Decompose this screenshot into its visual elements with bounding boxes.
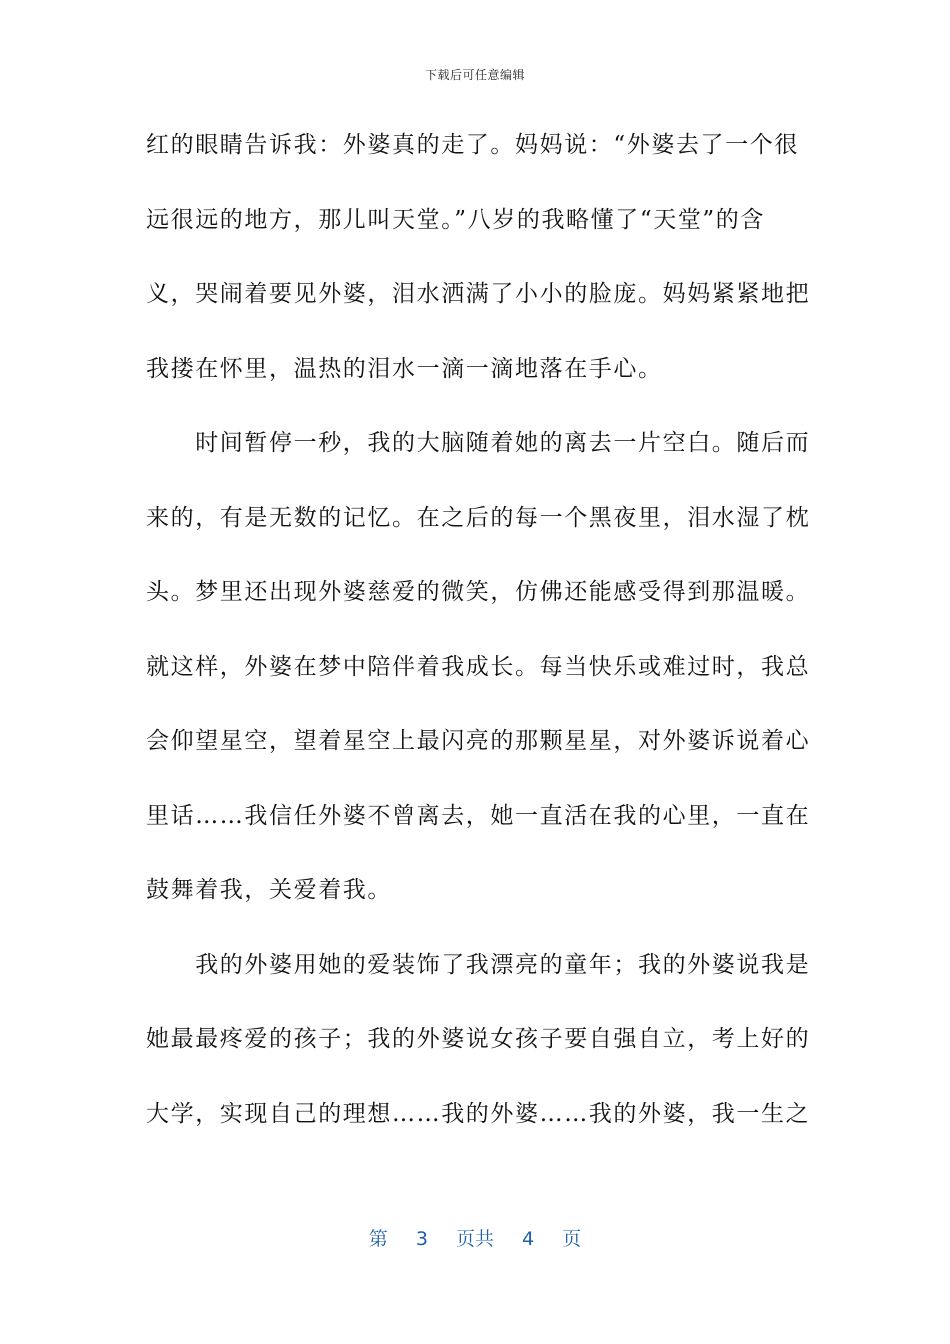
document-body bbox=[146, 120, 811, 1163]
text-line: 时间暂停一秒，我的大脑随着她的离去一片空白。随后而 bbox=[146, 430, 811, 456]
footer-total-pages: 4 bbox=[522, 1228, 535, 1250]
text-line: 我搂在怀里，温热的泪水一滴一滴地落在手心。 bbox=[146, 355, 663, 382]
footer-prefix: 第 bbox=[368, 1228, 388, 1250]
text-line: 红的眼睛告诉我：外婆真的走了。妈妈说：“外婆去了一个很 bbox=[146, 132, 799, 158]
page-header: 下载后可任意编辑 bbox=[424, 68, 525, 82]
text-line: 鼓舞着我，关爱着我。 bbox=[146, 877, 392, 903]
text-line: 里话……我信任外婆不曾离去，她一直活在我的心里，一直在 bbox=[146, 802, 811, 829]
text-line: 义，哭闹着要见外婆，泪水洒满了小小的脸庞。妈妈紧紧地把 bbox=[146, 281, 811, 307]
footer-middle: 页共 bbox=[455, 1228, 494, 1250]
text-line: 来的，有是无数的记忆。在之后的每一个黑夜里，泪水湿了枕 bbox=[146, 504, 811, 531]
text-line: 远很远的地方，那儿叫天堂。”八岁的我略懂了“天堂”的含 bbox=[146, 206, 765, 233]
text-line: 她最最疼爱的孩子；我的外婆说女孩子要自强自立，考上好的 bbox=[146, 1026, 811, 1052]
text-line: 就这样，外婆在梦中陪伴着我成长。每当快乐或难过时，我总 bbox=[146, 653, 811, 680]
page-footer bbox=[0, 1224, 950, 1251]
footer-page-number: 3 bbox=[415, 1228, 428, 1250]
footer-suffix: 页 bbox=[562, 1228, 582, 1250]
text-line: 大学，实现自己的理想……我的外婆……我的外婆，我一生之 bbox=[146, 1100, 811, 1127]
text-line: 会仰望星空，望着星空上最闪亮的那颗星星，对外婆诉说着心 bbox=[146, 728, 811, 754]
text-line: 我的外婆用她的爱装饰了我漂亮的童年；我的外婆说我是 bbox=[146, 951, 811, 978]
text-line: 头。梦里还出现外婆慈爱的微笑，仿佛还能感受得到那温暖。 bbox=[146, 579, 811, 605]
